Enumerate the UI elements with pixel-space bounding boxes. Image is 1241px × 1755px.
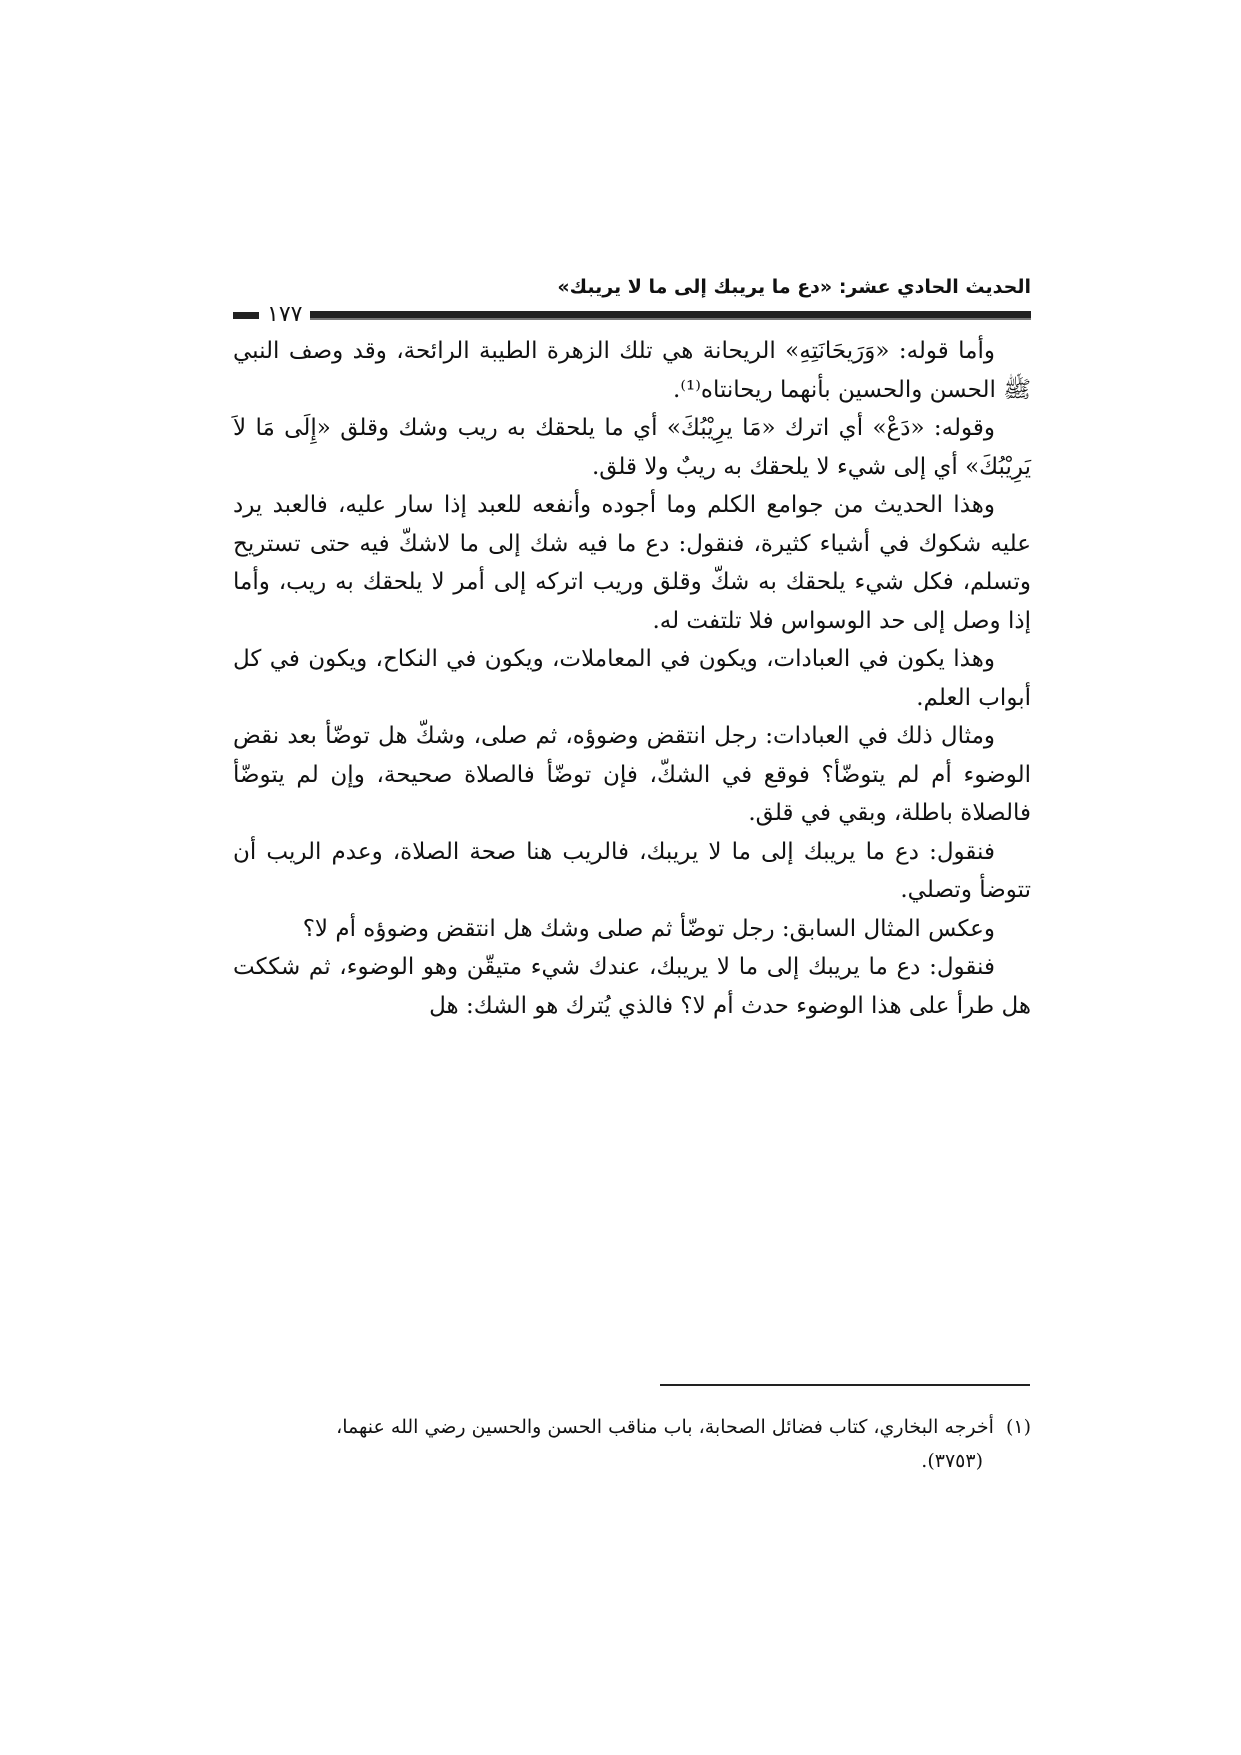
paragraph: وعكس المثال السابق: رجل توضّأ ثم صلى وشك هل انتقض وضوؤه أم لا؟ — [302, 915, 995, 942]
header-rule-stub — [233, 312, 259, 319]
page-number: ١٧٧ — [267, 302, 303, 327]
header-rule-bar — [310, 311, 1031, 320]
footnote-divider — [660, 1384, 1030, 1386]
paragraph: وهذا الحديث من جوامع الكلم وما أجوده وأنفعه للعبد إذا سار عليه، فالعبد يرد عليه شكوك في أشياء كثيرة، فنقول: دع ما فيه شك إلى ما لاشكّ فيه حتى تستريح وتسلم، فكل شيء يلحقك به شكّ وقلق وريب اتركه إلى أمر لا يلحقك به ريب، وأما إذا وصل إلى حد الوسواس فلا تلتفت له. — [233, 492, 1032, 634]
footnotes — [233, 1410, 1031, 1478]
header-rule — [233, 304, 1031, 326]
paragraph: ومثال ذلك في العبادات: رجل انتقض وضوؤه، ثم صلى، وشكّ هل توضّأ بعد نقض الوضوء أم لم يتوضّأ؟ فوقع في الشكّ، فإن توضّأ فالصلاة صحيحة، وإن لم يتوضّأ فالصلاة باطلة، وبقي في قلق. — [233, 723, 1031, 826]
paragraph: وأما قوله: «وَرَيحَانَتِهِ» الريحانة هي تلك الزهرة الطيبة الرائحة، وقد وصف النبي ﷺ الحسن والحسين بأنهما ريحانتاه⁽¹⁾. — [233, 338, 1031, 403]
chapter-title: الحديث الحادي عشر: «دع ما يريبك إلى ما لا يريبك» — [557, 276, 1031, 298]
footnote-text: أخرجه البخاري، كتاب فضائل الصحابة، باب مناقب الحسن والحسين رضي الله عنهما، — [336, 1416, 994, 1438]
paragraph: فنقول: دع ما يريبك إلى ما لا يريبك، عندك شيء متيقّن وهو الوضوء، ثم شككت هل طرأ على هذا الوضوء حدث أم لا؟ فالذي يُترك هو الشك: هل — [233, 954, 1031, 1019]
footnote — [233, 1410, 1031, 1478]
paragraph: وقوله: «دَعْ» أي اترك «مَا يرِيْبُكَ» أي ما يلحقك به ريب وشك وقلق «إِلَى مَا لاَ يَرِيْبُكَ» أي إلى شيء لا يلحقك به ريبٌ ولا قلق. — [233, 415, 1031, 480]
footnote-continuation: (٣٧٥٣). — [921, 1450, 983, 1472]
paragraph: وهذا يكون في العبادات، ويكون في المعاملات، ويكون في النكاح، ويكون في كل أبواب العلم. — [233, 646, 1031, 711]
paragraph: فنقول: دع ما يريبك إلى ما لا يريبك، فالريب هنا صحة الصلاة، وعدم الريب أن تتوضأ وتصلي. — [233, 838, 1031, 903]
body-text — [233, 332, 1031, 1025]
running-header — [233, 272, 1031, 302]
footnote-number: (١) — [1005, 1416, 1031, 1438]
